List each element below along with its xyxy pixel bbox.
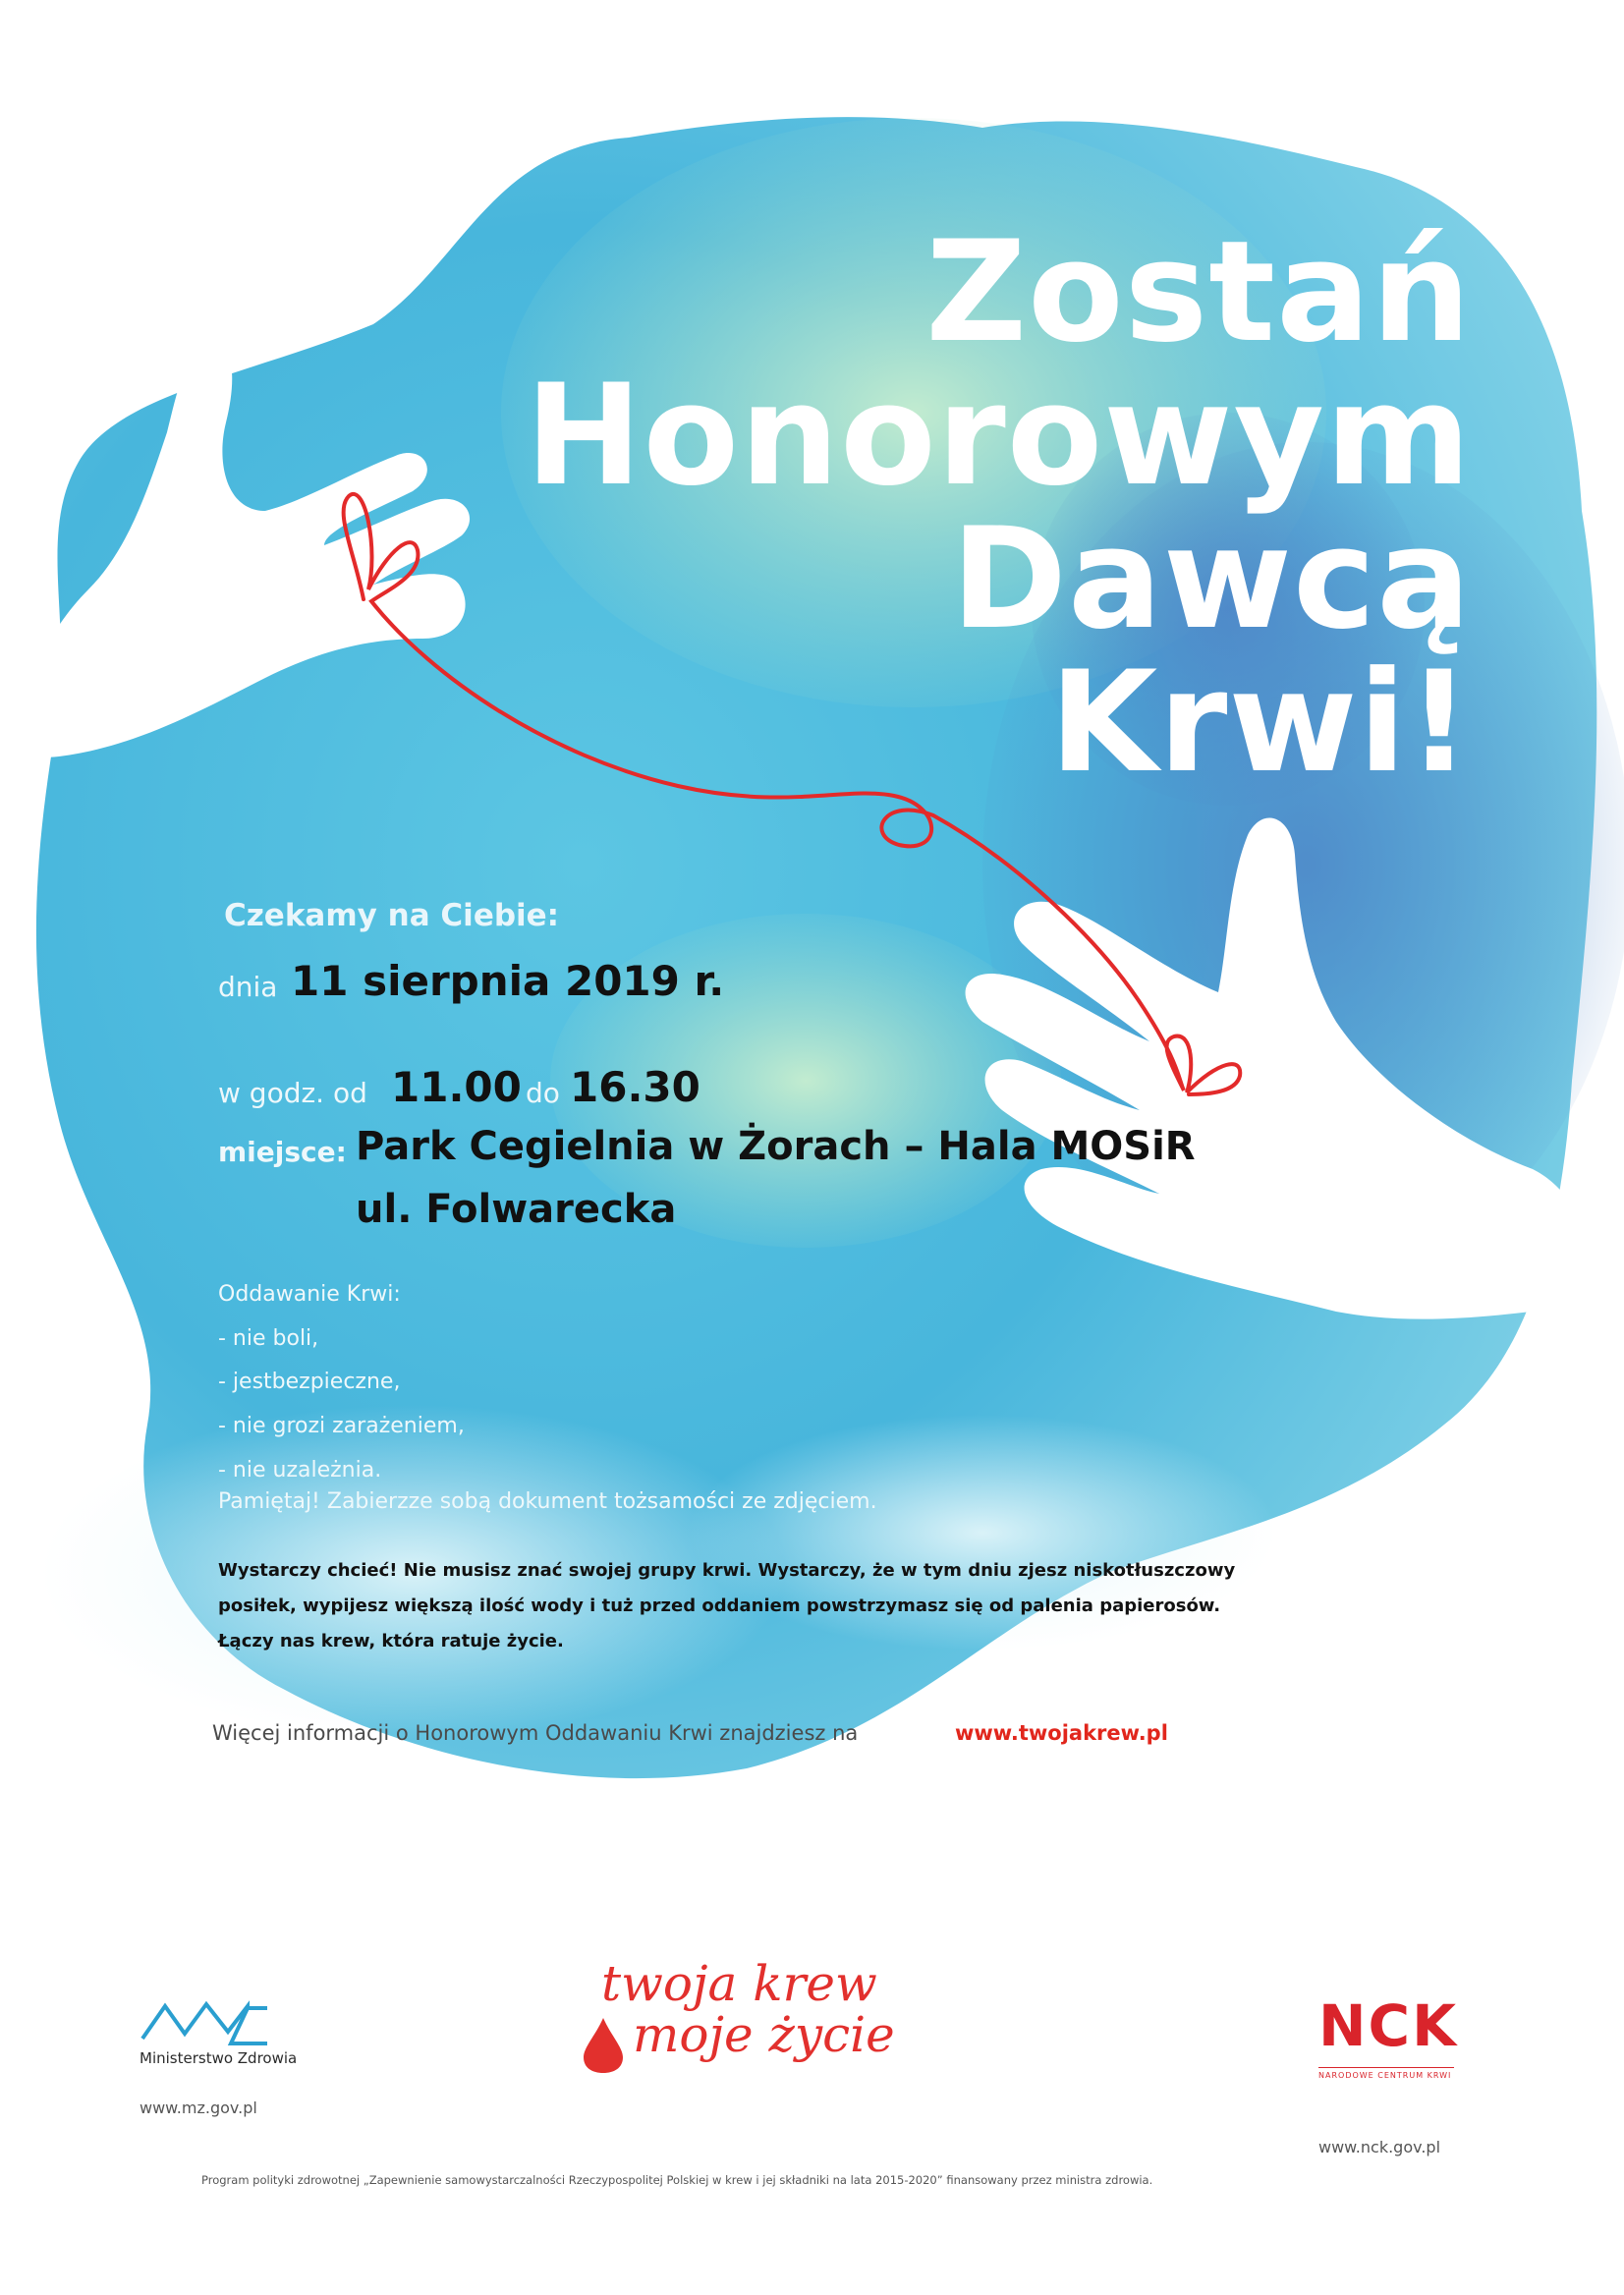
place-line-1: Park Cegielnia w Żorach – Hala MOSiR (356, 1124, 1196, 1169)
advice-line-2: posiłek, wypijesz większą ilość wody i tuż przed oddaniem powstrzymasz się od palenia papierosów. (218, 1595, 1221, 1616)
blood-drop-icon (582, 2016, 625, 2075)
place-line-2: ul. Folwarecka (356, 1187, 677, 1232)
ministry-label: Ministerstwo Zdrowia (140, 2049, 298, 2067)
headline-line-2: Honorowym (525, 355, 1472, 517)
facts-item: - jestbezpieczne, (218, 1370, 401, 1394)
time-to: 16.30 (570, 1063, 700, 1111)
time-to-label: do (526, 1077, 560, 1109)
intro-text: Czekamy na Ciebie: (224, 898, 560, 933)
facts-heading: Oddawanie Krwi: (218, 1282, 401, 1307)
advice-line-3: Łączy nas krew, która ratuje życie. (218, 1631, 564, 1651)
headline-line-3: Dawcą (951, 498, 1472, 660)
nck-url: www.nck.gov.pl (1318, 2138, 1441, 2156)
slogan-line-2: moje życie (633, 2006, 895, 2063)
nck-divider (1318, 2067, 1454, 2068)
twojakrew-link[interactable]: www.twojakrew.pl (955, 1721, 1168, 1745)
program-footer: Program polityki zdrowotnej „Zapewnienie samowystarczalności Rzeczypospolitej Polskiej w krew i jej składniki na lata 2015-2020” finansowany przez ministra zdrowia. (201, 2173, 1153, 2187)
nck-subtitle: NARODOWE CENTRUM KRWI (1318, 2071, 1452, 2080)
mz-url: www.mz.gov.pl (140, 2099, 257, 2117)
ministry-of-health-logo-icon (138, 1994, 275, 2053)
facts-item: - nie grozi zarażeniem, (218, 1414, 465, 1438)
facts-item: - nie boli, (218, 1326, 319, 1351)
time-label: w godz. od (218, 1077, 367, 1109)
slogan-line-1: twoja krew (601, 1955, 877, 2012)
place-label: miejsce: (218, 1136, 347, 1168)
headline (391, 211, 1472, 804)
nck-logo: NCK (1318, 1992, 1459, 2059)
facts-item: - nie uzależnia. (218, 1458, 382, 1483)
date-label: dnia (218, 971, 278, 1003)
more-info-text: Więcej informacji o Honorowym Oddawaniu Krwi znajdziesz na (212, 1721, 859, 1745)
event-date: 11 sierpnia 2019 r. (291, 957, 725, 1005)
time-from: 11.00 (391, 1063, 522, 1111)
advice-line-1: Wystarczy chcieć! Nie musisz znać swojej grupy krwi. Wystarczy, że w tym dniu zjesz niskotłuszczowy (218, 1560, 1236, 1581)
id-reminder: Pamiętaj! Zabierzze sobą dokument tożsamości ze zdjęciem. (218, 1489, 877, 1514)
headline-line-4: Krwi! (1049, 642, 1472, 804)
headline-line-1: Zostań (925, 211, 1472, 373)
